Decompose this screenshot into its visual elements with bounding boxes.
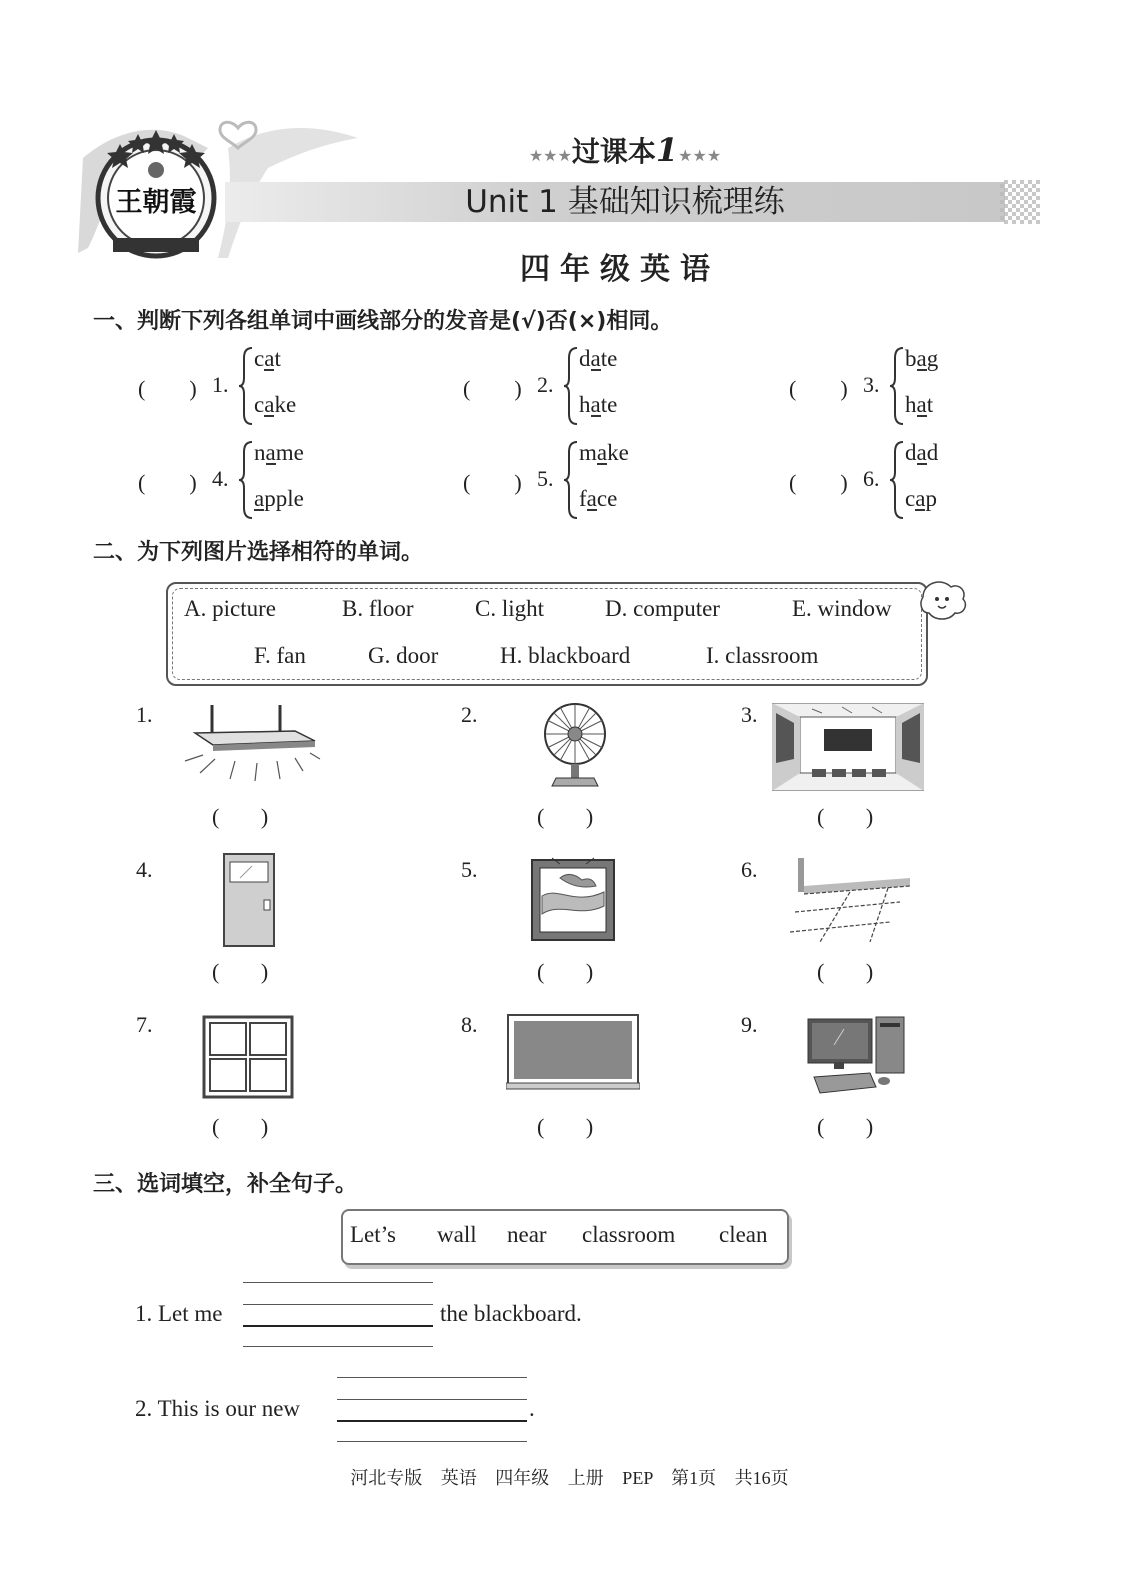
guide-line: [337, 1377, 527, 1378]
underlined-letter: a: [915, 486, 926, 511]
pic-num-7: 7.: [136, 1012, 153, 1037]
word: hate: [579, 392, 618, 417]
floor-icon: [790, 856, 915, 942]
ceiling-light-icon: [175, 703, 325, 783]
word: make: [579, 440, 629, 465]
pic-num-5: 5.: [461, 857, 478, 882]
answer-paren-8[interactable]: ( ): [537, 1114, 594, 1139]
word: apple: [254, 486, 304, 511]
answer-paren-5[interactable]: ( ): [537, 959, 594, 984]
answer-paren-7[interactable]: ( ): [212, 1114, 269, 1139]
brace-icon: [238, 346, 254, 426]
classroom-icon: [772, 703, 924, 791]
pic-num-3: 3.: [741, 702, 758, 727]
judge-paren[interactable]: ( ): [463, 470, 522, 495]
sentence-2-start: 2. This is our new: [135, 1396, 301, 1421]
underlined-letter: a: [254, 486, 265, 511]
underlined-letter: a: [264, 346, 275, 371]
brace-icon: [563, 346, 579, 426]
option-a: A. picture: [184, 596, 276, 621]
sentence-1-end: the blackboard.: [440, 1301, 582, 1326]
pic-num-8: 8.: [461, 1012, 478, 1037]
item-number: 3.: [863, 372, 880, 397]
computer-icon: [806, 1015, 906, 1099]
section1-heading: 一、判断下列各组单词中画线部分的发音是(√)否(×)相同。: [93, 309, 673, 334]
underlined-letter: a: [264, 392, 275, 417]
brace-icon: [889, 440, 905, 520]
word-bank-wall: wall: [437, 1222, 477, 1247]
word: face: [579, 486, 618, 511]
blackboard-icon: [506, 1013, 640, 1091]
picture-icon: [530, 856, 616, 942]
guide-line: [337, 1399, 527, 1400]
pic-num-9: 9.: [741, 1012, 758, 1037]
window-icon: [202, 1015, 294, 1099]
door-icon: [222, 852, 276, 948]
guide-line: [243, 1346, 433, 1347]
option-i: I. classroom: [706, 643, 819, 668]
sentence-1-start: 1. Let me: [135, 1301, 223, 1326]
underlined-letter: a: [586, 486, 597, 511]
pic-num-1: 1.: [136, 702, 153, 727]
option-b: B. floor: [342, 596, 414, 621]
word: bag: [905, 346, 939, 371]
word-bank-clean: clean: [719, 1222, 768, 1247]
judge-paren[interactable]: ( ): [138, 376, 197, 401]
series-label: ★★★过课本1★★★: [528, 131, 722, 169]
word: cat: [254, 346, 281, 371]
underlined-letter: a: [265, 440, 276, 465]
answer-paren-6[interactable]: ( ): [817, 959, 874, 984]
judge-paren[interactable]: ( ): [789, 470, 848, 495]
word: cap: [905, 486, 937, 511]
unit-title: Unit 1 基础知识梳理练: [465, 184, 785, 220]
guide-line: [243, 1282, 433, 1283]
word: hat: [905, 392, 934, 417]
option-d: D. computer: [605, 596, 720, 621]
underlined-letter: a: [916, 440, 927, 465]
item-number: 6.: [863, 466, 880, 491]
pic-num-2: 2.: [461, 702, 478, 727]
banner-pattern: [1000, 180, 1040, 224]
option-f: F. fan: [254, 643, 306, 668]
judge-paren[interactable]: ( ): [463, 376, 522, 401]
brace-icon: [238, 440, 254, 520]
pic-num-6: 6.: [741, 857, 758, 882]
word-bank-lets: Let’s: [350, 1222, 396, 1247]
judge-paren[interactable]: ( ): [789, 376, 848, 401]
word: cake: [254, 392, 297, 417]
option-g: G. door: [368, 643, 439, 668]
underlined-letter: a: [590, 346, 601, 371]
item-number: 5.: [537, 466, 554, 491]
item-number: 1.: [212, 372, 229, 397]
word-bank-classroom: classroom: [582, 1222, 676, 1247]
underlined-letter: a: [916, 346, 927, 371]
answer-paren-2[interactable]: ( ): [537, 804, 594, 829]
answer-line-2[interactable]: [337, 1420, 527, 1422]
item-number: 4.: [212, 466, 229, 491]
cartoon-mascot-icon: [915, 575, 970, 625]
judge-paren[interactable]: ( ): [138, 470, 197, 495]
answer-paren-9[interactable]: ( ): [817, 1114, 874, 1139]
section3-heading: 三、选词填空，补全句子。: [93, 1172, 358, 1197]
fan-icon: [540, 700, 610, 790]
answer-paren-4[interactable]: ( ): [212, 959, 269, 984]
option-h: H. blackboard: [500, 643, 631, 668]
sentence-2-end: .: [529, 1396, 535, 1421]
word: dad: [905, 440, 939, 465]
page-footer: 河北专版 英语 四年级 上册 PEP 第1页 共16页: [350, 1468, 789, 1488]
option-c: C. light: [475, 596, 545, 621]
pic-num-4: 4.: [136, 857, 153, 882]
brace-icon: [563, 440, 579, 520]
answer-paren-3[interactable]: ( ): [817, 804, 874, 829]
grade-title: 四年级英语: [520, 252, 720, 287]
underlined-letter: a: [596, 440, 608, 465]
word-bank-near: near: [507, 1222, 547, 1247]
word: name: [254, 440, 304, 465]
guide-line: [243, 1304, 433, 1305]
word: date: [579, 346, 618, 371]
brace-icon: [889, 346, 905, 426]
section2-heading: 二、为下列图片选择相符的单词。: [93, 540, 424, 565]
logo-name: 王朝霞: [115, 187, 197, 218]
answer-line-1[interactable]: [243, 1325, 433, 1327]
option-e: E. window: [792, 596, 892, 621]
answer-paren-1[interactable]: ( ): [212, 804, 269, 829]
underlined-letter: a: [590, 392, 601, 417]
guide-line: [337, 1441, 527, 1442]
underlined-letter: a: [916, 392, 927, 417]
item-number: 2.: [537, 372, 554, 397]
